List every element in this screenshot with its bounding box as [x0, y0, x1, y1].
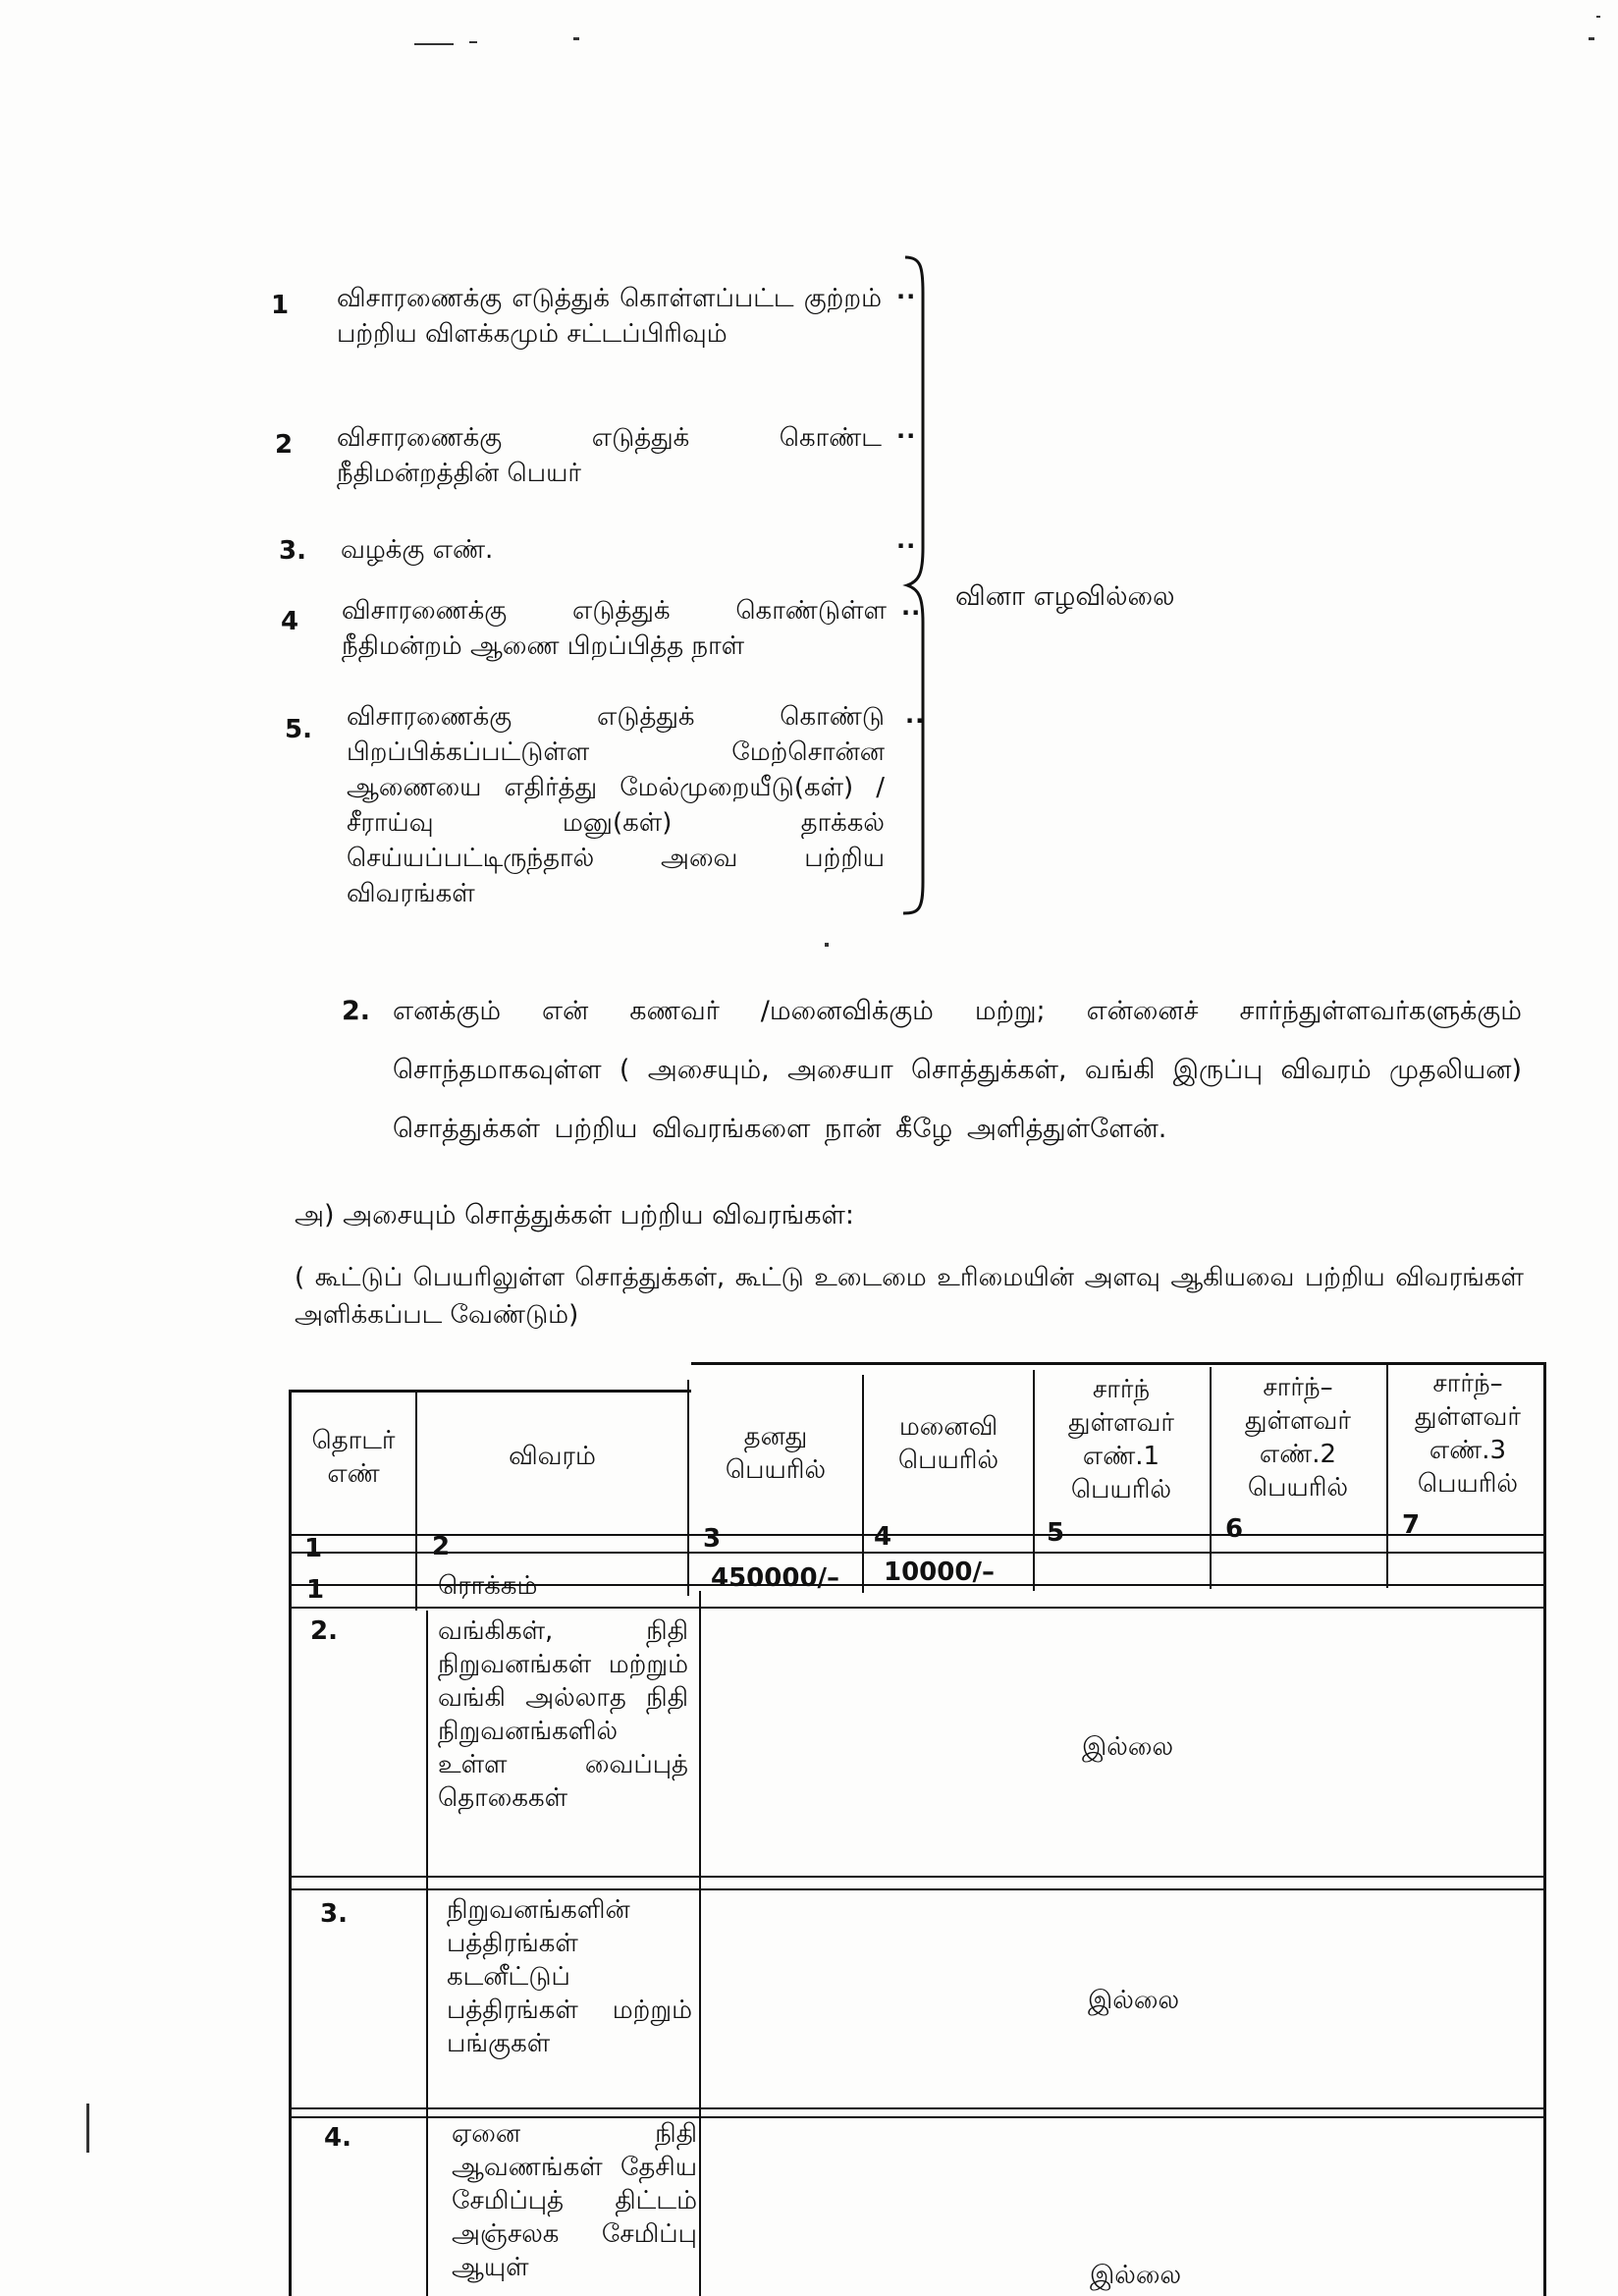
curly-brace-icon [884, 253, 943, 921]
row-serial-number: 2. [310, 1616, 338, 1646]
item-dash: .. [896, 277, 917, 304]
header-description: விவரம் [509, 1442, 596, 1471]
header-serial-number: தொடர் எண் [311, 1426, 396, 1489]
declaration-paragraph [342, 982, 1522, 1159]
item-dash: .. [896, 526, 917, 554]
item-number: 2 [275, 430, 294, 460]
not-applicable-answer: வினா எழவில்லை [955, 581, 1175, 612]
scan-mark [1596, 16, 1600, 18]
row-description: ரொக்கம் [438, 1571, 538, 1601]
column-number: 3 [703, 1524, 722, 1554]
item-number: 5. [285, 715, 312, 744]
row-serial-number: 3. [320, 1899, 348, 1929]
item-number: 4 [281, 607, 299, 636]
scan-mark [825, 943, 829, 947]
row-value-none: இல்லை [1082, 1732, 1174, 1762]
item-number: 3. [279, 536, 306, 566]
section-a-note: ( கூட்டுப் பெயரிலுள்ள சொத்துக்கள், கூட்டு உடைமை உரிமையின் அளவு ஆகியவை பற்றிய விவரங்கள் அளிக்கப்பட வேண்டும்) [295, 1263, 1524, 1330]
cash-spouse-value: 10000/– [884, 1558, 995, 1587]
row-serial-number: 4. [324, 2123, 351, 2153]
section-a-heading: அ) அசையும் சொத்துக்கள் பற்றிய விவரங்கள்: [295, 1200, 854, 1230]
column-number: 7 [1402, 1510, 1421, 1540]
header-spouse-name: மனைவி பெயரில் [897, 1412, 999, 1475]
row-description: வங்கிகள், நிதி நிறுவனங்கள் மற்றும் வங்கி அல்லாத நிதி நிறுவனங்களில் உள்ள வைப்புத் தொகைகள் [438, 1616, 688, 1813]
paragraph-number: 2. [342, 996, 371, 1026]
scan-mark [1589, 37, 1594, 40]
item-text: விசாரணைக்கு எடுத்துக் கொண்டு பிறப்பிக்கப்பட்டுள்ள மேற்சொன்ன ஆணையை எதிர்த்து மேல்முறையீடு(கள்) / சீராய்வு மனு(கள்) தாக்கல் செய்யப்பட்டிருந்தால் அவை பற்றிய விவரங்கள் [347, 702, 885, 908]
column-number: 1 [304, 1534, 323, 1563]
scan-mark [86, 2104, 89, 2153]
column-number: 5 [1047, 1518, 1065, 1548]
item-text: விசாரணைக்கு எடுத்துக் கொள்ளப்பட்ட குற்றம் பற்றிய விளக்கமும் சட்டப்பிரிவும் [337, 284, 882, 349]
header-dependent-1: சார்ந் துள்ளவர் எண்.1 பெயரில் [1068, 1375, 1174, 1504]
row-serial-number: 1 [306, 1575, 325, 1605]
column-number: 4 [874, 1522, 892, 1552]
row-description: ஏனை நிதி ஆவணங்கள் தேசிய சேமிப்புத் திட்டம் அஞ்சலக சேமிப்பு ஆயுள் [452, 2119, 697, 2282]
column-number: 6 [1225, 1514, 1244, 1544]
item-text: விசாரணைக்கு எடுத்துக் கொண்ட நீதிமன்றத்தின் பெயர் [337, 423, 882, 488]
row-value-none: இல்லை [1090, 2261, 1182, 2290]
item-dash: .. [896, 416, 917, 444]
scan-mark [469, 41, 477, 43]
header-self-name: தனது பெயரில் [725, 1422, 827, 1485]
item-number: 1 [271, 291, 290, 320]
header-dependent-3: சார்ந்– துள்ளவர் எண்.3 பெயரில் [1415, 1369, 1521, 1499]
scan-mark [573, 37, 579, 40]
item-text: வழக்கு எண். [341, 535, 494, 565]
cash-self-value: 450000/– [711, 1563, 840, 1593]
header-dependent-2: சார்ந்– துள்ளவர் எண்.2 பெயரில் [1245, 1373, 1351, 1503]
item-text: விசாரணைக்கு எடுத்துக் கொண்டுள்ள நீதிமன்றம் ஆணை பிறப்பித்த நாள் [342, 596, 887, 661]
column-number: 2 [432, 1532, 451, 1561]
scan-mark [414, 43, 454, 45]
row-value-none: இல்லை [1088, 1986, 1180, 2015]
row-description: நிறுவனங்களின் பத்திரங்கள் கடனீட்டுப் பத்திரங்கள் மற்றும் பங்குகள் [447, 1895, 692, 2058]
item-dash: .. [905, 701, 926, 729]
item-dash: .. [901, 593, 922, 621]
paragraph-text: எனக்கும் என் கணவர் /மனைவிக்கும் மற்று; என்னைச் சார்ந்துள்ளவர்களுக்கும் சொந்தமாகவுள்ள ( அசையும், அசையா சொத்துக்கள், வங்கி இருப்பு விவரம் முதலியன) சொத்துக்கள் பற்றிய விவரங்களை நான் கீழே அளித்துள்ளேன். [393, 996, 1522, 1144]
